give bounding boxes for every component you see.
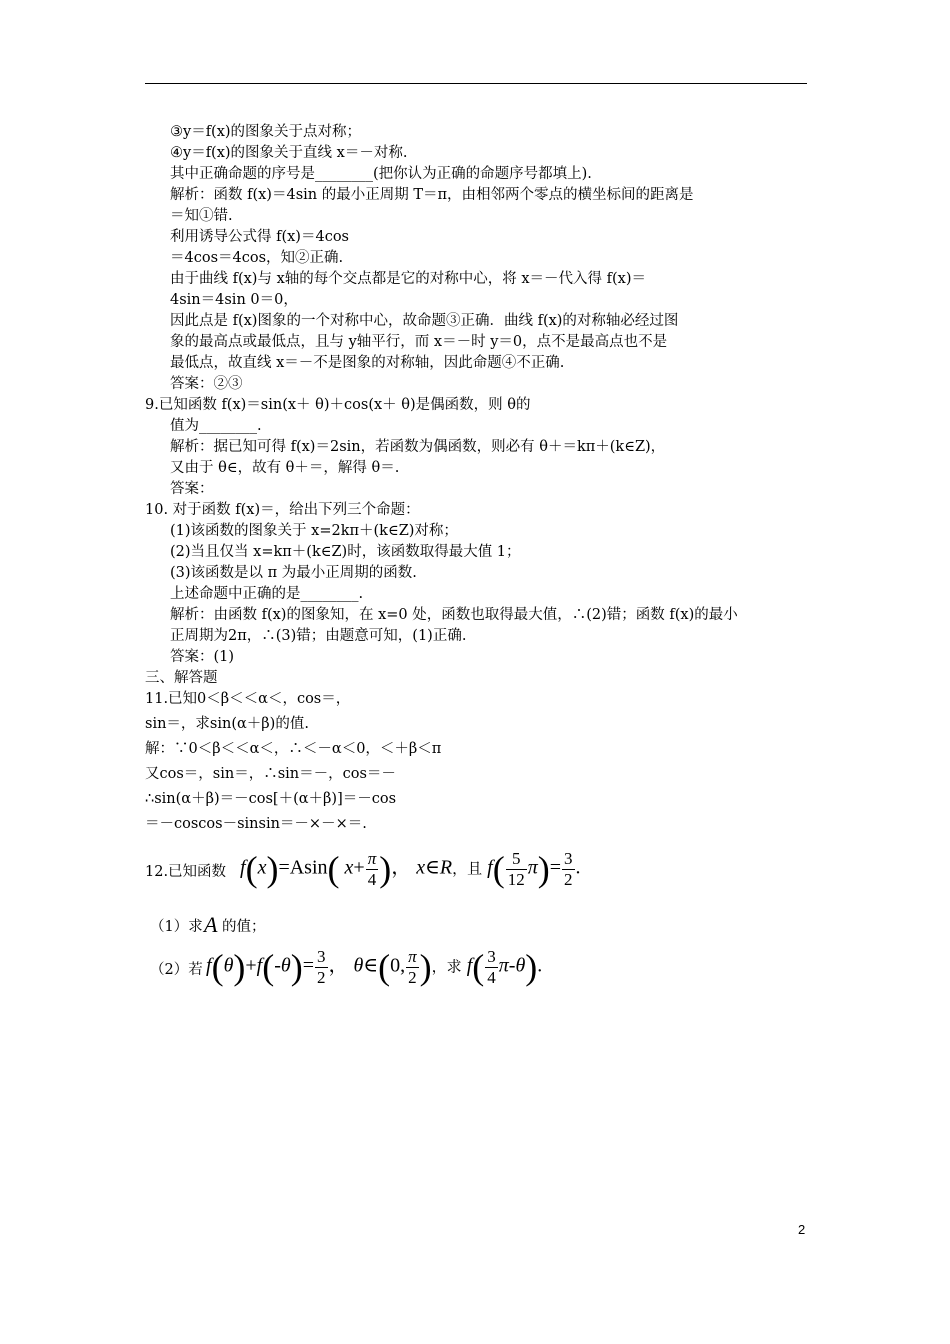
text-line: 利用诱导公式得 f(x)＝4cos — [170, 229, 349, 245]
text-line: 4sin＝4sin 0＝0， — [170, 292, 298, 308]
fraction-3-2 — [315, 947, 328, 988]
denominator: 2 — [408, 967, 417, 987]
text-line: 解析：由函数 f(x)的图象知，在 x=0 处，函数也取得最大值，∴(2)错；函数 f(x)的最小 — [170, 607, 738, 623]
func-f: f — [256, 954, 263, 977]
fraction-pi-4 — [366, 849, 379, 890]
denominator: 2 — [564, 869, 573, 889]
q12-part2-label: （2）若 — [150, 962, 203, 978]
eq-asin: =Asin — [278, 856, 328, 879]
equals: = — [302, 954, 314, 977]
fraction-pi-2 — [406, 947, 419, 988]
fraction-3-2 — [562, 849, 575, 890]
text-line: 由于曲线 f(x)与 x轴的每个交点都是它的对称中心，将 x＝－代入得 f(x)＝ — [170, 271, 647, 287]
equals: = — [549, 856, 562, 879]
numerator: π — [367, 848, 377, 868]
header-rule — [145, 83, 807, 84]
answer-line: 答案： — [170, 481, 214, 497]
text-line: (2)当且仅当 x=kπ＋(k∈Z)时，该函数取得最大值 1； — [170, 544, 521, 560]
numerator: 5 — [506, 849, 527, 870]
period: . — [537, 954, 543, 977]
text-line: 又由于 θ∈，故有 θ＋＝，解得 θ＝. — [170, 460, 400, 476]
q12-part2-formula: f(θ)+f(-θ)= $\frac{3}{2}$ ， θ∈(0, $\frac{\pi}{2}$ )，求 f( $\frac{3}{4}$ π-θ). — [206, 946, 543, 987]
fraction-3-4 — [485, 947, 498, 988]
func-f: f — [466, 954, 473, 977]
denominator: 4 — [487, 967, 496, 987]
numerator: π — [408, 946, 417, 966]
comma: ， — [391, 856, 412, 879]
text-line: (1)该函数的图象关于 x=2kπ＋(k∈Z)对称； — [170, 523, 458, 539]
pi: π — [498, 954, 509, 977]
ask-text: ，求 — [431, 959, 462, 976]
var-a: A — [204, 912, 218, 937]
var-x: x — [344, 856, 354, 879]
text-line: ＝4cos＝4cos，知②正确. — [170, 250, 344, 266]
text-line: 解：∵0＜β＜＜α＜，∴＜－α＜0，＜＋β＜π — [145, 741, 442, 757]
and-text: ，且 — [452, 861, 483, 878]
pi: π — [527, 856, 538, 879]
text-line: 正周期为2π，∴(3)错；由题意可知，(1)正确. — [170, 628, 467, 644]
text-line: sin＝，求sin(α＋β)的值. — [145, 716, 309, 732]
neg-theta: -θ — [274, 954, 291, 977]
zero: 0, — [390, 954, 406, 977]
q12-part1-label: （1）求 — [150, 919, 203, 935]
text-line: 上述命题中正确的是________. — [170, 586, 364, 602]
question-12-intro: 12.已知函数 — [145, 864, 227, 880]
comma: ， — [328, 954, 349, 977]
theta: θ — [223, 954, 234, 977]
minus: - — [508, 954, 516, 977]
text-line: 象的最高点或最低点，且与 y轴平行，而 x＝－时 y＝0，点不是最高点也不是 — [170, 334, 668, 350]
var-x: x — [257, 856, 267, 879]
func-f: f — [487, 856, 493, 879]
text-line: ＝知①错. — [170, 208, 233, 224]
section-heading: 三、解答题 — [145, 670, 218, 686]
numerator: 3 — [564, 848, 573, 868]
theta-in: θ∈ — [353, 954, 379, 977]
func-f: f — [240, 856, 246, 879]
denominator: 12 — [507, 869, 525, 889]
x-in-r: x∈R — [416, 856, 453, 879]
numerator: 3 — [317, 946, 326, 966]
text-line: ④y＝f(x)的图象关于直线 x＝－对称. — [170, 145, 408, 161]
text-line: 其中正确命题的序号是________(把你认为正确的命题序号都填上). — [170, 166, 592, 182]
q12-part1-tail: 的值； — [222, 919, 266, 935]
question-9: 9.已知函数 f(x)＝sin(x＋ θ)＋cos(x＋ θ)是偶函数，则 θ的 — [145, 397, 531, 413]
question-10: 10. 对于函数 f(x)＝，给出下列三个命题： — [145, 502, 420, 518]
text-line: 解析：函数 f(x)＝4sin 的最小正周期 T＝π，由相邻两个零点的横坐标间的距离是 — [170, 187, 694, 203]
text-line: ∴sin(α＋β)＝－cos[＋(α＋β)]＝－cos — [145, 791, 397, 807]
question-11: 11.已知0＜β＜＜α＜，cos＝， — [145, 691, 351, 707]
text-line: ＝－coscos－sinsin＝－×－×＝. — [145, 816, 367, 832]
numerator: 3 — [487, 946, 496, 966]
answer-line: 答案：②③ — [170, 376, 243, 392]
denominator: 2 — [317, 967, 326, 987]
theta: θ — [515, 954, 526, 977]
period: . — [575, 856, 581, 879]
text-line: (3)该函数是以 π 为最小正周期的函数. — [170, 565, 417, 581]
text-line: 值为________. — [170, 418, 262, 434]
text-line: 解析：据已知可得 f(x)＝2sin，若函数为偶函数，则必有 θ＋＝kπ＋(k∈Z)， — [170, 439, 666, 455]
page-number: 2 — [798, 1222, 806, 1237]
fraction-5-12 — [506, 849, 527, 890]
answer-line: 答案：(1) — [170, 649, 235, 665]
text-line: ③y＝f(x)的图象关于点对称； — [170, 124, 362, 140]
text-line: 又cos＝，sin＝，∴sin＝－，cos＝－ — [145, 766, 396, 782]
text-line: 最低点，故直线 x＝－不是图象的对称轴，因此命题④不正确. — [170, 355, 565, 371]
func-f: f — [206, 954, 212, 977]
denominator: 4 — [367, 869, 377, 889]
text-line: 因此点是 f(x)图象的一个对称中心，故命题③正确．曲线 f(x)的对称轴必经过图 — [170, 313, 679, 329]
plus: + — [245, 954, 257, 977]
q12-formula: f(x)=Asin( x+ $\frac{\pi}{4}$ )， x∈R，且 f( $\frac{5}{12}$ π)= $\frac{3}{2}$ . — [240, 848, 581, 889]
